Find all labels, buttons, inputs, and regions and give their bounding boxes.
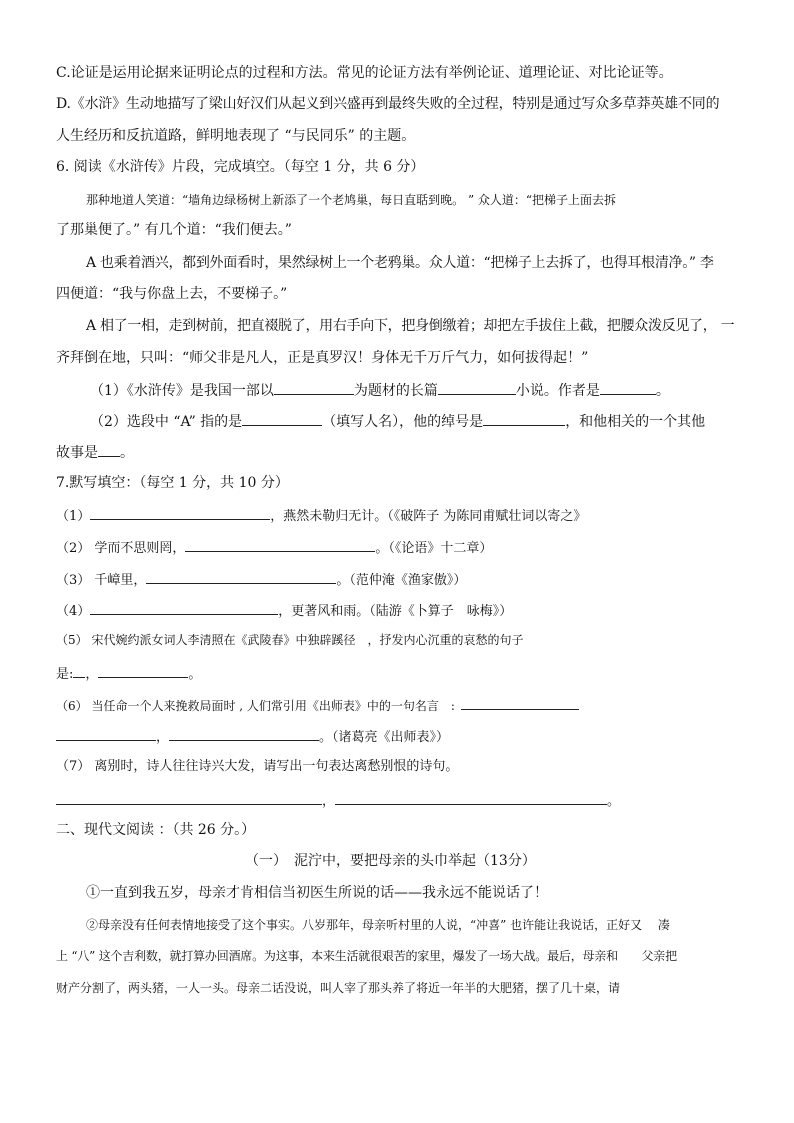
article-paragraph-2: 财产分割了，两头猪，一人一头。母亲二话没说，叫人宰了那头养了将近一年半的大肥猪，摆了几十桌，请 [56, 981, 621, 995]
question-7-3: （3） 千嶂里， 。（范仲淹《渔家傲》） [56, 569, 466, 590]
question-7-7-answer: ， 。 [56, 790, 620, 811]
question-7-2: （2） 学而不思则罔， 。（《论语》十二章） [56, 537, 492, 558]
question-6-2-cont: 故事是 。 [56, 442, 134, 462]
option-d: D.《水浒》生动地描写了梁山好汉们从起义到兴盛再到最终失败的全过程，特别是通过写众多草莽英雄不同的 [56, 96, 720, 112]
answer-blank[interactable] [90, 600, 278, 615]
question-7-5: （5） 宋代婉约派女词人李清照在《武陵春》中独辟蹊径 ，抒发内心沉重的哀愁的句子 [56, 633, 524, 647]
option-c: C.论证是运用论据来证明论点的过程和方法。常见的论证方法有举例论证、道理论证、对比论证等。 [56, 65, 673, 81]
answer-blank[interactable] [146, 569, 336, 584]
article-paragraph-2: ②母亲没有任何表情地接受了这个事实。八岁那年，母亲听村里的人说，“冲喜” 也许能让我说话，正好又 凑 [86, 918, 670, 932]
passage-line: 齐拜倒在地，只叫：“师父非是凡人，正是真罗汉！身体无千万斤气力，如何拔得起！” [56, 350, 589, 366]
passage-line: 四便道：“我与你盘上去，不要梯子。” [56, 286, 288, 302]
article-title: （一） 泥泞中，要把母亲的头巾举起（13分） [245, 853, 536, 869]
section-2-title: 二、现代文阅读 ：（共 26 分。） [56, 822, 256, 838]
question-7-6: （6） 当任命一个人来挽救局面时 , 人们常引用《出师表》中的一句名言 : [56, 695, 579, 715]
passage-line: A 相了一相，走到树前，把直裰脱了，用右手向下，把身倒缴着；却把左手拔住上截，把腰众泼反见了， 一 [86, 318, 735, 334]
answer-blank[interactable] [438, 380, 516, 395]
answer-blank[interactable] [185, 537, 375, 552]
question-7-6-answer: ， 。（诸葛亮《出师表》） [56, 726, 449, 747]
question-7-7: （7） 离别时，诗人往往诗兴大发，请写出一句表达离愁别恨的诗句。 [56, 759, 459, 774]
answer-blank[interactable] [461, 695, 579, 710]
question-6-1: （1）《水浒传》是我国一部以 为题材的长篇 小说。作者是 。 [90, 380, 670, 400]
passage-line: 那种地道人笑道：“墙角边绿杨树上新添了一个老鸠巢，每日直聒到晚。 ” 众人道：“把梯子上面去拆 [86, 193, 617, 207]
article-paragraph-2: 上 “八” 这个吉利数，就打算办回酒席。为这事，本来生活就很艰苦的家里，爆发了一场大战。最后，母亲和 父亲把 [56, 949, 677, 963]
question-6-title: 6. 阅读《水浒传》片段，完成填空。（每空 1 分，共 6 分） [56, 159, 425, 175]
question-6-2: （2）选段中 “A” 指的是 （填写人名），他的绰号是 ，和他相关的一个其他 [90, 411, 705, 431]
answer-blank[interactable] [56, 790, 322, 805]
answer-blank[interactable] [483, 411, 565, 426]
answer-blank[interactable] [73, 663, 85, 678]
answer-blank[interactable] [98, 663, 188, 678]
answer-blank[interactable] [98, 442, 120, 457]
answer-blank[interactable] [242, 411, 322, 426]
passage-line: 了那巢便了。” 有几个道：“我们便去。” [56, 222, 292, 238]
question-7-5-answer: 是: ， 。 [56, 663, 201, 684]
question-7-4: （4） ，更著风和雨。（陆游《卜算子 咏梅》） [56, 600, 512, 621]
answer-blank[interactable] [600, 380, 656, 395]
answer-blank[interactable] [90, 505, 270, 520]
answer-blank[interactable] [274, 380, 354, 395]
question-7-1: （1） ，燕然未勒归无计。（《破阵子 为陈同甫赋壮词以寄之》 [56, 505, 586, 526]
article-paragraph-1: ①一直到我五岁，母亲才肯相信当初医生所说的话——我永远不能说话了！ [86, 885, 548, 901]
answer-blank[interactable] [335, 790, 607, 805]
question-7-title: 7.默写填空：（每空 1 分，共 10 分） [56, 475, 289, 491]
answer-blank[interactable] [56, 726, 156, 741]
passage-line: A 也乘着酒兴，都到外面看时，果然绿树上一个老鸦巢。众人道：“把梯子上去拆了，也得耳根清净。” 李 [86, 255, 714, 271]
option-d-cont: 人生经历和反抗道路，鲜明地表现了 “与民同乐” 的主题。 [56, 128, 416, 144]
answer-blank[interactable] [169, 726, 319, 741]
